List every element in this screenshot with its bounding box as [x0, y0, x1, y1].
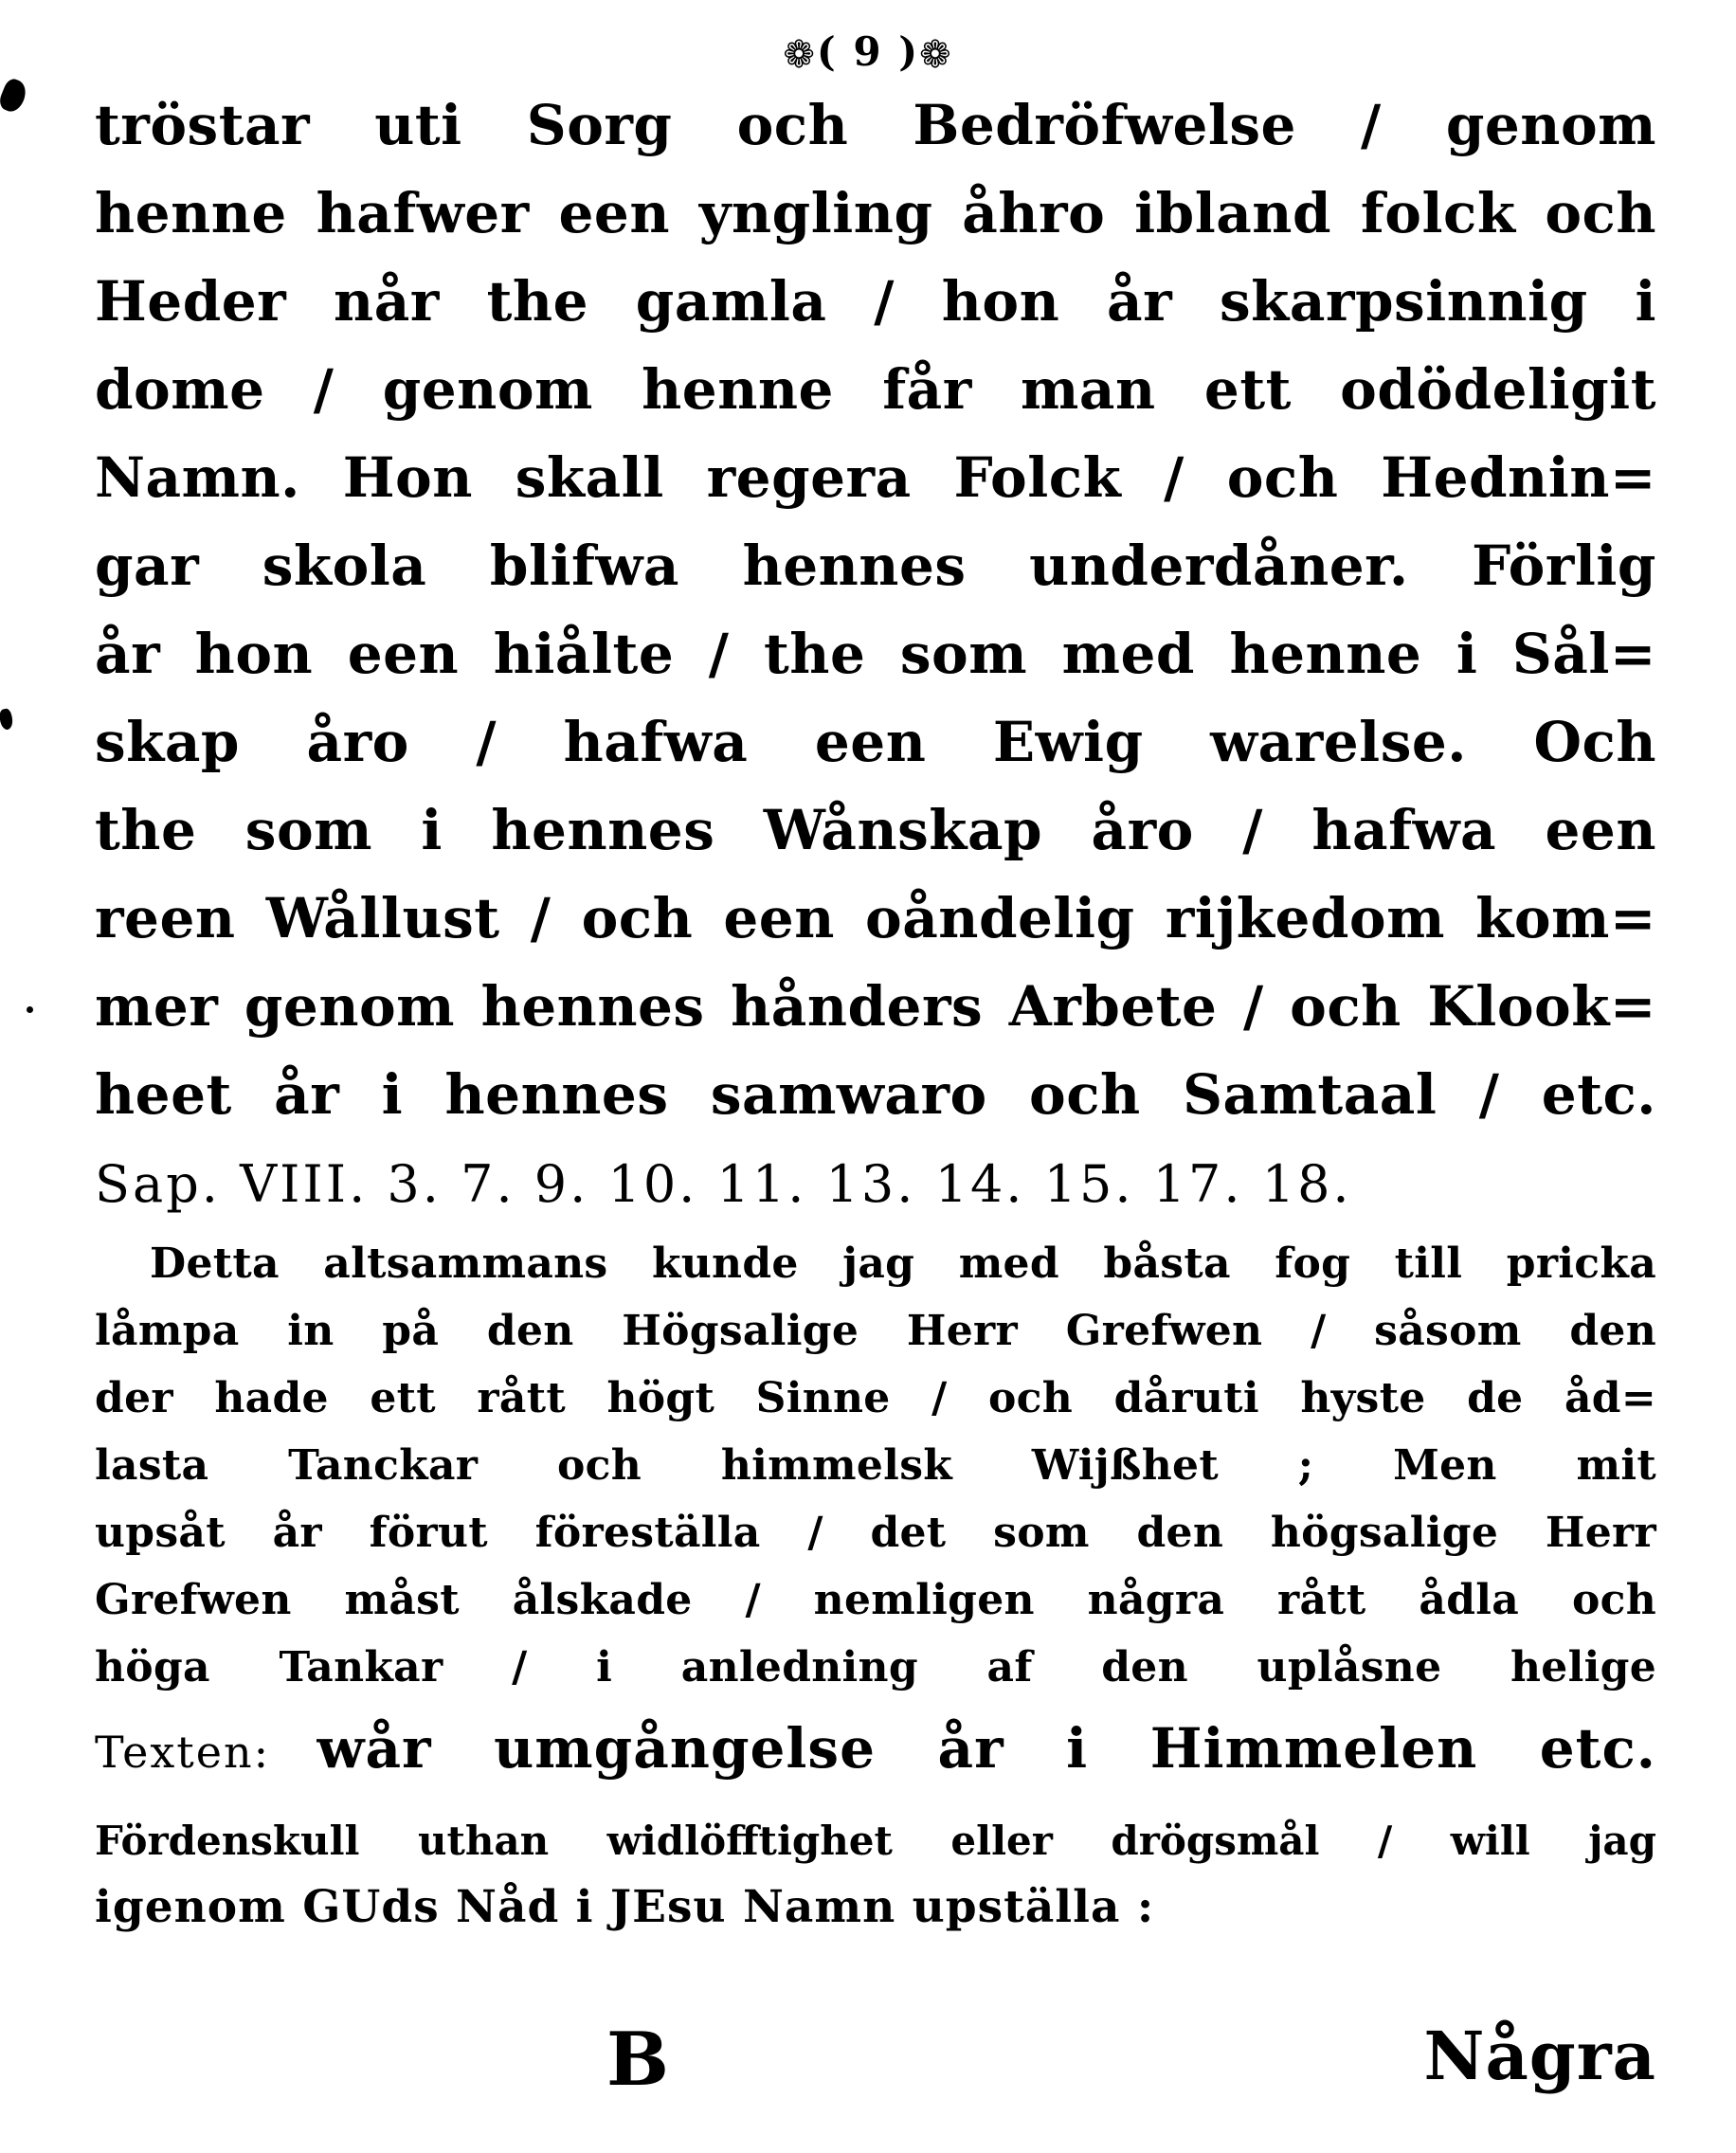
ink-speck — [0, 77, 29, 116]
text-line: tröstar uti Sorg och Bedröfwelse / genom — [95, 93, 1656, 157]
text-line: mer genom hennes hånders Arbete / och Klook= — [95, 974, 1656, 1039]
text-line: gar skola blifwa hennes underdåner. Förlig — [95, 534, 1656, 598]
text-line: Namn. Hon skall regera Folck / och Hednin= — [95, 445, 1656, 510]
text-line: Heder når the gamla / hon år skarpsinnig i — [95, 269, 1656, 334]
florette-ornament-icon: ❁ — [919, 33, 953, 77]
text-line: upsåt år förut föreställa / det som den högsalige Herr — [95, 1509, 1656, 1557]
texten-label: Texten: — [95, 1727, 271, 1778]
page-header — [0, 28, 1736, 77]
text-line: Fördenskull uthan widlöfftighet eller drögsmål / will jag — [95, 1818, 1656, 1864]
texten-quote: wår umgångelse år i Himmelen etc. — [316, 1716, 1656, 1781]
text-line: the som i hennes Wånskap åro / hafwa een — [95, 798, 1656, 862]
text-line: dome / genom henne får man ett odödeligit — [95, 357, 1656, 422]
text-line: heet år i hennes samwaro och Samtaal / etc. — [95, 1062, 1656, 1127]
page-footer — [95, 2017, 1656, 2130]
text-line: igenom GUds Nåd i JEsu Namn upställa : — [95, 1881, 1155, 1933]
text-line: henne hafwer een yngling åhro ibland folck och — [95, 181, 1656, 245]
florette-ornament-icon: ❁ — [783, 33, 817, 77]
text-theme-line — [95, 1701, 1656, 1810]
scripture-citation: Sap. VIII. 3. 7. 9. 10. 11. 13. 14. 15. 17. 18. — [95, 1154, 1352, 1214]
text-line: år hon een hiålte / the som med henne i Sål= — [95, 622, 1656, 686]
text-line: höga Tankar / i anledning af den uplåsne helige — [95, 1643, 1656, 1692]
page-number: ( 9 ) — [816, 28, 920, 75]
text-line: der hade ett rått högt Sinne / och dåruti hyste de åd= — [95, 1374, 1656, 1422]
text-line: Detta altsammans kunde jag med båsta fog till pricka — [150, 1239, 1656, 1288]
main-text-block — [95, 81, 1656, 1943]
text-line: lasta Tanckar och himmelsk Wijßhet ; Men mit — [95, 1441, 1656, 1490]
signature-mark: B — [606, 2017, 669, 2103]
text-line: låmpa in på den Högsalige Herr Grefwen / såsom den — [95, 1307, 1656, 1355]
text-line: skap åro / hafwa een Ewig warelse. Och — [95, 710, 1656, 774]
ink-speck — [0, 708, 14, 731]
text-line: reen Wållust / och een oåndelig rijkedom kom= — [95, 886, 1656, 950]
catchword: Några — [1423, 2017, 1656, 2095]
ink-speck — [27, 1006, 33, 1013]
text-line: Grefwen måst ålskade / nemligen några rått ådla och — [95, 1576, 1656, 1624]
